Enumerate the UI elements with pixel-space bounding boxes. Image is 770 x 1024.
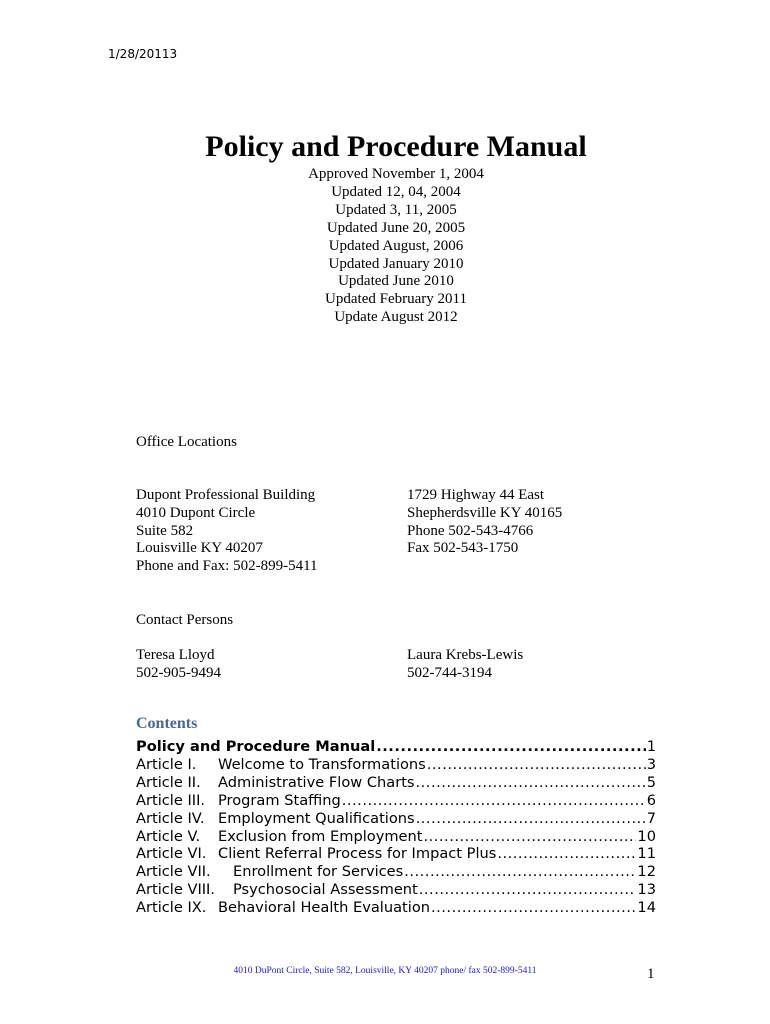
revision-line: Updated June 2010 xyxy=(338,273,454,290)
contact-teresa xyxy=(136,647,221,683)
toc-entry[interactable] xyxy=(136,756,656,774)
header-date: 1/28/20113 xyxy=(108,47,178,61)
toc-page-number: 13 xyxy=(637,881,656,899)
contact-name: Teresa Lloyd xyxy=(136,647,215,663)
footer-address: 4010 DuPont Circle, Suite 582, Louisville, KY 40207 phone/ fax 502-899-5411 xyxy=(233,966,537,976)
toc-page-number: 1 xyxy=(646,738,656,755)
toc-entry[interactable] xyxy=(136,863,656,881)
toc-entry[interactable] xyxy=(136,774,656,792)
contact-persons-label: Contact Persons xyxy=(136,612,234,628)
toc-leader xyxy=(376,738,645,756)
toc-leader xyxy=(416,810,646,828)
revision-line: Updated 12, 04, 2004 xyxy=(331,183,461,200)
office-locations-label: Office Locations xyxy=(136,434,237,450)
toc-entry[interactable] xyxy=(136,828,656,846)
address-line: Shepherdsville KY 40165 xyxy=(407,504,563,521)
toc-entry-title: Policy and Procedure Manual xyxy=(136,738,376,755)
toc-leader xyxy=(404,863,636,881)
toc-entry[interactable] xyxy=(136,810,656,828)
address-line: Fax 502-543-1750 xyxy=(407,540,519,557)
contact-phone: 502-905-9494 xyxy=(136,664,221,681)
toc-article: Article IX. xyxy=(136,899,207,917)
address-line: Phone and Fax: 502-899-5411 xyxy=(136,558,318,575)
toc-article: Article I. xyxy=(136,755,197,773)
office-address-shepherdsville xyxy=(407,487,562,558)
revision-history xyxy=(0,166,770,327)
revision-line: Updated February 2011 xyxy=(325,291,467,308)
toc-article: Article III. xyxy=(136,791,206,809)
toc-leader xyxy=(497,845,636,863)
toc-article: Article IV. xyxy=(136,809,205,827)
toc-leader xyxy=(431,899,636,917)
toc-entry-title: Employment Qualifications xyxy=(218,809,415,827)
toc-entry-title: Psychosocial Assessment xyxy=(233,881,418,899)
toc-page-number: 5 xyxy=(646,773,656,791)
toc-page-number: 14 xyxy=(637,899,656,917)
contact-laura xyxy=(407,647,523,683)
address-line: Phone 502-543-4766 xyxy=(407,522,534,539)
toc-page-number: 6 xyxy=(646,791,656,809)
toc-article: Article VIII. xyxy=(136,881,215,899)
toc-entry-title: Program Staffing xyxy=(218,791,341,809)
address-line: 4010 Dupont Circle xyxy=(136,504,256,521)
office-address-louisville xyxy=(136,487,318,576)
revision-line: Updated 3, 11, 2005 xyxy=(335,201,457,218)
toc-leader xyxy=(427,756,646,774)
page-number: 1 xyxy=(647,966,655,982)
toc-leader xyxy=(416,774,646,792)
toc-entry-title: Exclusion from Employment xyxy=(218,827,423,845)
address-line: 1729 Highway 44 East xyxy=(407,487,545,503)
revision-line: Updated June 20, 2005 xyxy=(326,219,466,236)
toc-entry-title: Administrative Flow Charts xyxy=(218,773,415,791)
toc-page-number: 10 xyxy=(637,827,656,845)
toc-heading: Contents xyxy=(136,715,198,732)
revision-line: Updated January 2010 xyxy=(328,255,464,272)
toc-entry-title: Enrollment for Services xyxy=(233,863,404,881)
toc-leader xyxy=(419,881,637,899)
address-line: Louisville KY 40207 xyxy=(136,540,263,557)
page-title: Policy and Procedure Manual xyxy=(205,130,587,163)
revision-line: Updated August, 2006 xyxy=(328,237,464,254)
toc-leader xyxy=(424,828,637,846)
toc-entry[interactable] xyxy=(136,738,656,756)
toc-entry[interactable] xyxy=(136,881,656,899)
revision-line: Update August 2012 xyxy=(334,309,458,326)
contact-phone: 502-744-3194 xyxy=(407,664,492,681)
toc-page-number: 11 xyxy=(637,845,656,863)
toc-article: Article V. xyxy=(136,827,201,845)
address-line: Dupont Professional Building xyxy=(136,487,316,503)
toc-entry[interactable] xyxy=(136,792,656,810)
toc-page-number: 12 xyxy=(637,863,656,881)
toc-entry-title: Behavioral Health Evaluation xyxy=(218,899,431,917)
toc-page-number: 3 xyxy=(646,755,656,773)
toc-entry[interactable] xyxy=(136,899,656,917)
toc-entry-title: Welcome to Transformations xyxy=(218,755,426,773)
toc-article: Article VII. xyxy=(136,863,211,881)
toc-entry-title: Client Referral Process for Impact Plus xyxy=(218,845,497,863)
revision-line: Approved November 1, 2004 xyxy=(308,166,484,182)
toc-article: Article II. xyxy=(136,773,201,791)
toc-article: Article VI. xyxy=(136,845,207,863)
table-of-contents xyxy=(136,738,656,917)
toc-entry[interactable] xyxy=(136,845,656,863)
toc-leader xyxy=(342,792,646,810)
address-line: Suite 582 xyxy=(136,522,194,539)
toc-page-number: 7 xyxy=(646,809,656,827)
contact-name: Laura Krebs-Lewis xyxy=(407,647,524,663)
